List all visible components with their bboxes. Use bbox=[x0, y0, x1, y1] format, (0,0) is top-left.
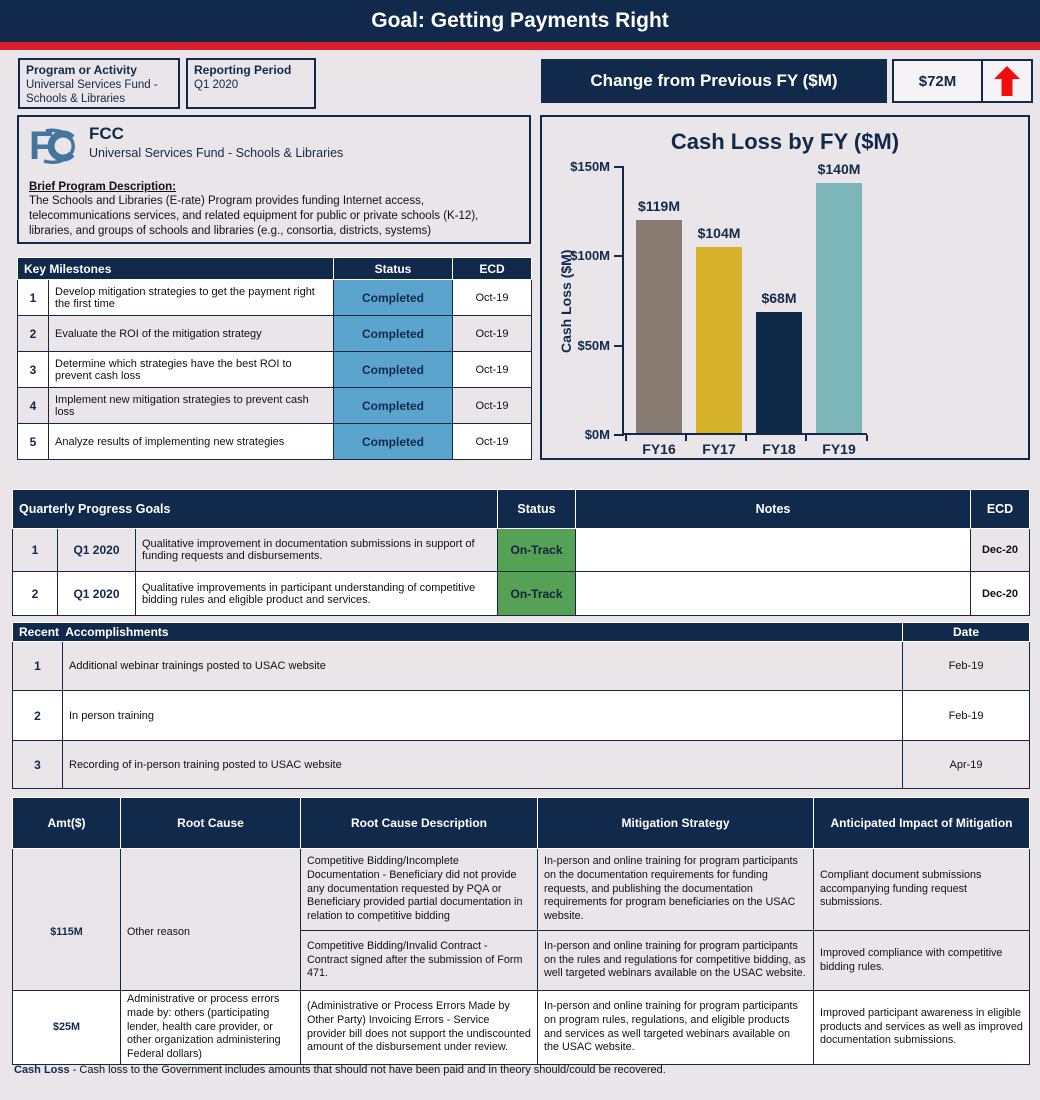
milestone-num: 5 bbox=[18, 424, 49, 460]
program-or-activity-box bbox=[18, 58, 180, 109]
rootcause-impact: Improved compliance with competitive bidding rules. bbox=[814, 931, 1030, 991]
quarterly-notes-cell bbox=[576, 572, 971, 616]
x-axis-category-label: FY19 bbox=[822, 441, 856, 457]
milestone-text: Evaluate the ROI of the mitigation strategy bbox=[49, 316, 334, 352]
rootcause-description: Competitive Bidding/Invalid Contract - Contract signed after the submission of Form 471. bbox=[301, 931, 538, 991]
chart-y-axis-label: Cash Loss ($M) bbox=[558, 249, 574, 353]
accomplishment-text: Recording of in-person training posted to USAC website bbox=[63, 741, 903, 789]
accomplishment-row bbox=[13, 691, 1030, 741]
accomplishments-title: Recent Accomplishments bbox=[13, 623, 903, 642]
accomplishment-row bbox=[13, 741, 1030, 789]
quarterly-ecd-header: ECD bbox=[971, 490, 1030, 529]
milestone-ecd: Oct-19 bbox=[453, 316, 532, 352]
rootcause-description: Competitive Bidding/Incomplete Documentation - Beneficiary did not provide any documentation requested by PQA or Beneficiary provided partial documentation in relation to competitive bidding bbox=[301, 849, 538, 931]
bar-value-label: $119M bbox=[637, 198, 681, 214]
accomplishment-date: Apr-19 bbox=[903, 741, 1030, 789]
x-axis-category-label: FY16 bbox=[642, 441, 676, 457]
accomplishment-num: 1 bbox=[13, 642, 63, 691]
quarterly-notes-header: Notes bbox=[576, 490, 971, 529]
rootcause-impact: Improved participant awareness in eligible products and services as well as improved documentation submissions. bbox=[814, 991, 1030, 1065]
x-axis-category-label: FY18 bbox=[762, 441, 796, 457]
milestone-text: Analyze results of implementing new strategies bbox=[49, 424, 334, 460]
y-axis-tick bbox=[614, 166, 624, 168]
milestone-status-badge: Completed bbox=[334, 352, 453, 388]
bar-value-label: $104M bbox=[697, 225, 741, 241]
rootcause-description: (Administrative or Process Errors Made by Other Party) Invoicing Errors - Service provider bill does not support the undiscounted amount of the disbursement under review. bbox=[301, 991, 538, 1065]
rootcause-strategy: In-person and online training for program participants on the rules and regulations for competitive bidding, as well targeted webinars available on the USAC website. bbox=[538, 931, 814, 991]
quarterly-row bbox=[13, 572, 1030, 616]
rootcause-impact-header: Anticipated Impact of Mitigation bbox=[814, 798, 1030, 849]
rootcause-row bbox=[13, 991, 1030, 1065]
bar-value-label: $140M bbox=[817, 161, 861, 177]
change-from-previous-fy-label: Change from Previous FY ($M) bbox=[541, 59, 887, 103]
y-axis-tick bbox=[614, 255, 624, 257]
period-label: Reporting Period bbox=[194, 63, 292, 77]
page-title: Goal: Getting Payments Right bbox=[0, 0, 1040, 42]
accomplishment-date: Feb-19 bbox=[903, 691, 1030, 741]
milestone-ecd: Oct-19 bbox=[453, 424, 532, 460]
rootcause-description-header: Root Cause Description bbox=[301, 798, 538, 849]
change-value: $72M bbox=[894, 61, 983, 101]
accomplishment-text: Additional webinar trainings posted to USAC website bbox=[63, 642, 903, 691]
chart-bar-fy17 bbox=[696, 247, 742, 433]
rootcause-cause: Administrative or process errors made by: others (participating lender, health care provider, or other organization administering Federal dollars) bbox=[121, 991, 301, 1065]
program-name: Universal Services Fund - Schools & Libraries bbox=[89, 145, 344, 160]
program-description-card bbox=[17, 115, 531, 244]
recent-accomplishments-table bbox=[12, 622, 1030, 789]
milestone-row bbox=[18, 280, 532, 316]
milestones-status-header: Status bbox=[334, 258, 453, 280]
fcc-logo-icon bbox=[29, 125, 81, 172]
quarterly-status-badge: On-Track bbox=[498, 572, 576, 616]
footnote-term: Cash Loss bbox=[14, 1064, 70, 1076]
svg-text:F: F bbox=[29, 125, 54, 167]
change-from-previous-fy-box bbox=[892, 59, 1033, 103]
rootcause-amount: $115M bbox=[13, 849, 121, 991]
y-axis-tick-label: $50M bbox=[577, 337, 610, 353]
milestones-title: Key Milestones bbox=[18, 258, 334, 280]
cash-loss-chart bbox=[540, 115, 1030, 460]
cash-loss-footnote bbox=[14, 1064, 666, 1076]
bar-value-label: $68M bbox=[761, 290, 797, 306]
milestone-ecd: Oct-19 bbox=[453, 280, 532, 316]
accomplishment-text: In person training bbox=[63, 691, 903, 741]
program-value: Universal Services Fund - Schools & Libraries bbox=[26, 79, 158, 106]
chart-title: Cash Loss by FY ($M) bbox=[670, 129, 900, 154]
description-label: Brief Program Description: bbox=[29, 181, 176, 193]
chart-bar-fy18 bbox=[756, 312, 802, 433]
quarterly-ecd: Dec-20 bbox=[971, 529, 1030, 572]
chart-bar-fy16 bbox=[636, 220, 682, 433]
quarterly-notes-cell bbox=[576, 529, 971, 572]
milestone-row bbox=[18, 352, 532, 388]
x-axis-category-label: FY17 bbox=[702, 441, 736, 457]
reporting-period-box bbox=[186, 58, 316, 109]
quarterly-progress-goals-table bbox=[12, 489, 1030, 616]
quarterly-status-header: Status bbox=[498, 490, 576, 529]
up-arrow-icon bbox=[983, 61, 1031, 101]
quarterly-num: 1 bbox=[13, 529, 58, 572]
rootcause-row bbox=[13, 849, 1030, 931]
quarterly-goal-text: Qualitative improvements in participant understanding of competitive bidding rules and eligible product and services. bbox=[136, 572, 498, 616]
milestone-status-badge: Completed bbox=[334, 280, 453, 316]
rootcause-amount: $25M bbox=[13, 991, 121, 1065]
rootcause-cause: Other reason bbox=[121, 849, 301, 991]
accomplishment-num: 3 bbox=[13, 741, 63, 789]
quarterly-row bbox=[13, 529, 1030, 572]
milestone-num: 2 bbox=[18, 316, 49, 352]
milestone-row bbox=[18, 424, 532, 460]
milestone-num: 4 bbox=[18, 388, 49, 424]
milestones-ecd-header: ECD bbox=[453, 258, 532, 280]
rootcause-strategy: In-person and online training for program participants on program rules, regulations, and eligible products and services as well targeted webinars available on the USAC website. bbox=[538, 991, 814, 1065]
milestone-status-badge: Completed bbox=[334, 316, 453, 352]
milestone-ecd: Oct-19 bbox=[453, 388, 532, 424]
milestone-num: 3 bbox=[18, 352, 49, 388]
y-axis-tick bbox=[614, 345, 624, 347]
rootcause-cause-header: Root Cause bbox=[121, 798, 301, 849]
rootcause-strategy: In-person and online training for program participants on the documentation requirements for funding requests, and publishing the documentation requirements for program beneficiaries on the USAC website. bbox=[538, 849, 814, 931]
period-value: Q1 2020 bbox=[194, 79, 239, 91]
rootcause-impact: Compliant document submissions accompanying funding request submissions. bbox=[814, 849, 1030, 931]
milestone-status-badge: Completed bbox=[334, 388, 453, 424]
quarterly-goal-text: Qualitative improvement in documentation submissions in support of funding requests and disbursements. bbox=[136, 529, 498, 572]
milestone-text: Determine which strategies have the best ROI to prevent cash loss bbox=[49, 352, 334, 388]
milestone-status-badge: Completed bbox=[334, 424, 453, 460]
accomplishments-date-header: Date bbox=[903, 623, 1030, 642]
y-axis-tick-label: $0M bbox=[584, 427, 610, 442]
quarterly-quarter: Q1 2020 bbox=[58, 529, 136, 572]
y-axis-tick bbox=[614, 434, 624, 436]
accomplishment-row bbox=[13, 642, 1030, 691]
y-axis-tick-label: $100M bbox=[570, 248, 610, 264]
footnote-text: - Cash loss to the Government includes amounts that should not have been paid and in theory should/could be recovered. bbox=[69, 1064, 666, 1076]
key-milestones-table bbox=[17, 257, 532, 460]
cash-loss-plot bbox=[570, 159, 867, 457]
agency-name: FCC bbox=[89, 124, 124, 143]
milestone-text: Develop mitigation strategies to get the payment right the first time bbox=[49, 280, 334, 316]
root-cause-table bbox=[12, 797, 1030, 1065]
milestone-text: Implement new mitigation strategies to prevent cash loss bbox=[49, 388, 334, 424]
program-label: Program or Activity bbox=[26, 63, 137, 77]
quarterly-ecd: Dec-20 bbox=[971, 572, 1030, 616]
quarterly-title: Quarterly Progress Goals bbox=[13, 490, 498, 529]
quarterly-status-badge: On-Track bbox=[498, 529, 576, 572]
milestone-row bbox=[18, 388, 532, 424]
rootcause-amt-header: Amt($) bbox=[13, 798, 121, 849]
accomplishment-num: 2 bbox=[13, 691, 63, 741]
milestone-ecd: Oct-19 bbox=[453, 352, 532, 388]
red-accent-stripe bbox=[0, 42, 1040, 50]
y-axis-tick-label: $150M bbox=[570, 159, 610, 174]
description-text: The Schools and Libraries (E-rate) Program provides funding Internet access, telecommunications services, and related equipment for public or private schools (K-12), libraries, and groups of schools and libraries (e.g., consortia, districts, systems) bbox=[29, 195, 479, 237]
quarterly-quarter: Q1 2020 bbox=[58, 572, 136, 616]
milestone-row bbox=[18, 316, 532, 352]
milestone-num: 1 bbox=[18, 280, 49, 316]
chart-bar-fy19 bbox=[816, 183, 862, 433]
accomplishment-date: Feb-19 bbox=[903, 642, 1030, 691]
quarterly-num: 2 bbox=[13, 572, 58, 616]
rootcause-strategy-header: Mitigation Strategy bbox=[538, 798, 814, 849]
